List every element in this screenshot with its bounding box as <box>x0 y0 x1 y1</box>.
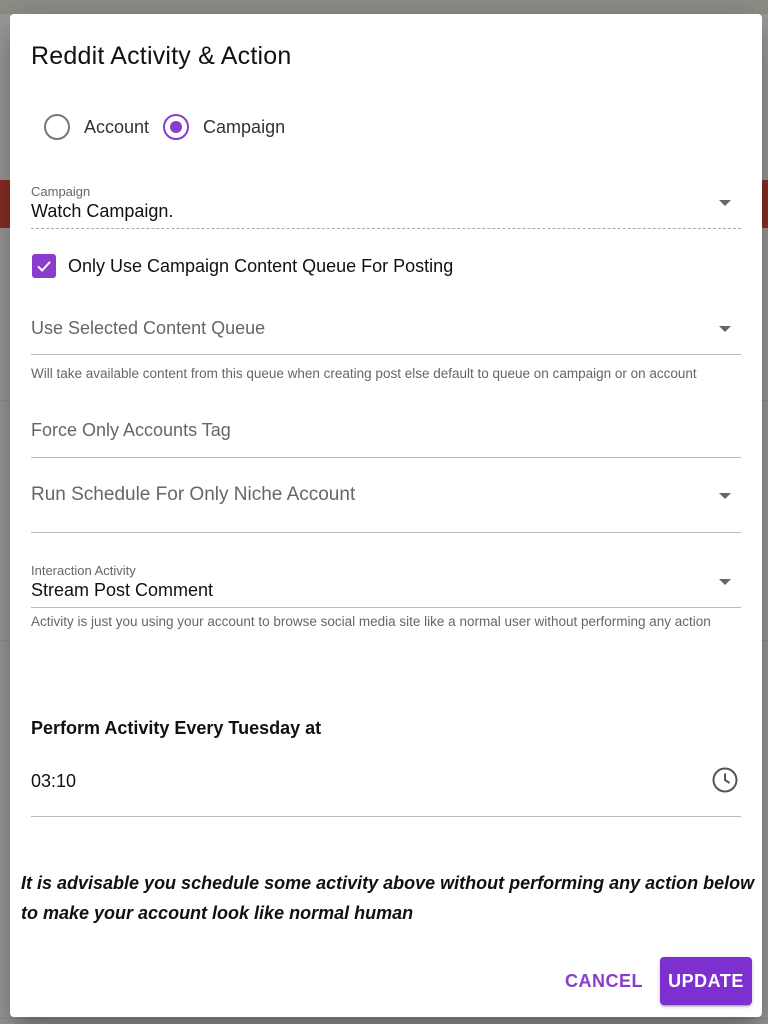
niche-account-select[interactable] <box>31 484 741 534</box>
clock-icon[interactable] <box>711 766 739 794</box>
campaign-select[interactable] <box>31 184 741 230</box>
interaction-activity-hint: Activity is just you using your account to browse social media site like a normal user without performing any action <box>31 614 711 629</box>
campaign-select-value[interactable]: Watch Campaign. <box>31 201 174 221</box>
radio-account-circle[interactable] <box>44 114 70 140</box>
content-queue-select[interactable] <box>31 318 741 381</box>
content-queue-checkbox-row[interactable] <box>32 254 453 278</box>
content-queue-select-placeholder[interactable]: Use Selected Content Queue <box>31 318 266 338</box>
content-queue-checkbox-label[interactable]: Only Use Campaign Content Queue For Posting <box>68 255 454 276</box>
target-type-radio-group <box>44 114 299 140</box>
accounts-tag-underline <box>31 457 741 458</box>
campaign-select-underline <box>31 228 741 229</box>
accounts-tag-input[interactable] <box>31 420 741 458</box>
radio-account[interactable] <box>44 114 149 140</box>
interaction-activity-select[interactable] <box>31 563 741 629</box>
niche-account-placeholder[interactable]: Run Schedule For Only Niche Account <box>31 484 356 505</box>
radio-account-label[interactable]: Account <box>84 116 150 137</box>
update-button[interactable]: UPDATE <box>660 957 752 1005</box>
content-queue-dropdown-arrow-icon[interactable] <box>719 326 731 332</box>
content-queue-checkbox[interactable] <box>32 254 56 278</box>
radio-campaign[interactable] <box>163 114 285 140</box>
schedule-time-underline <box>31 816 741 817</box>
schedule-heading: Perform Activity Every Tuesday at <box>31 718 322 738</box>
interaction-activity-dropdown-arrow-icon[interactable] <box>719 579 731 585</box>
radio-campaign-circle[interactable] <box>163 114 189 140</box>
schedule-time-value[interactable]: 03:10 <box>31 771 77 791</box>
accounts-tag-placeholder[interactable]: Force Only Accounts Tag <box>31 420 231 440</box>
niche-account-dropdown-arrow-icon[interactable] <box>719 493 731 499</box>
reddit-activity-dialog <box>10 14 762 1017</box>
content-queue-hint: Will take available content from this queue when creating post else default to queue on campaign or on account <box>31 366 697 381</box>
checkmark-icon <box>35 257 53 275</box>
dialog-title: Reddit Activity & Action <box>31 42 292 70</box>
interaction-activity-label: Interaction Activity <box>31 563 136 578</box>
background-red-tab-right <box>762 180 768 228</box>
background-header <box>0 0 768 14</box>
advice-text: It is advisable you schedule some activity above without performing any action below to make your account look like normal human <box>21 873 755 923</box>
campaign-dropdown-arrow-icon[interactable] <box>719 200 731 206</box>
background-red-tab-left <box>0 180 10 228</box>
niche-account-underline <box>31 532 741 533</box>
background-divider <box>0 1018 768 1019</box>
interaction-activity-value[interactable]: Stream Post Comment <box>31 580 214 600</box>
interaction-activity-underline <box>31 607 741 608</box>
cancel-button[interactable]: CANCEL <box>558 957 650 1005</box>
schedule-time-input[interactable] <box>31 764 741 817</box>
radio-campaign-label[interactable]: Campaign <box>203 116 286 137</box>
content-queue-select-underline <box>31 354 741 355</box>
campaign-select-label: Campaign <box>31 184 91 199</box>
